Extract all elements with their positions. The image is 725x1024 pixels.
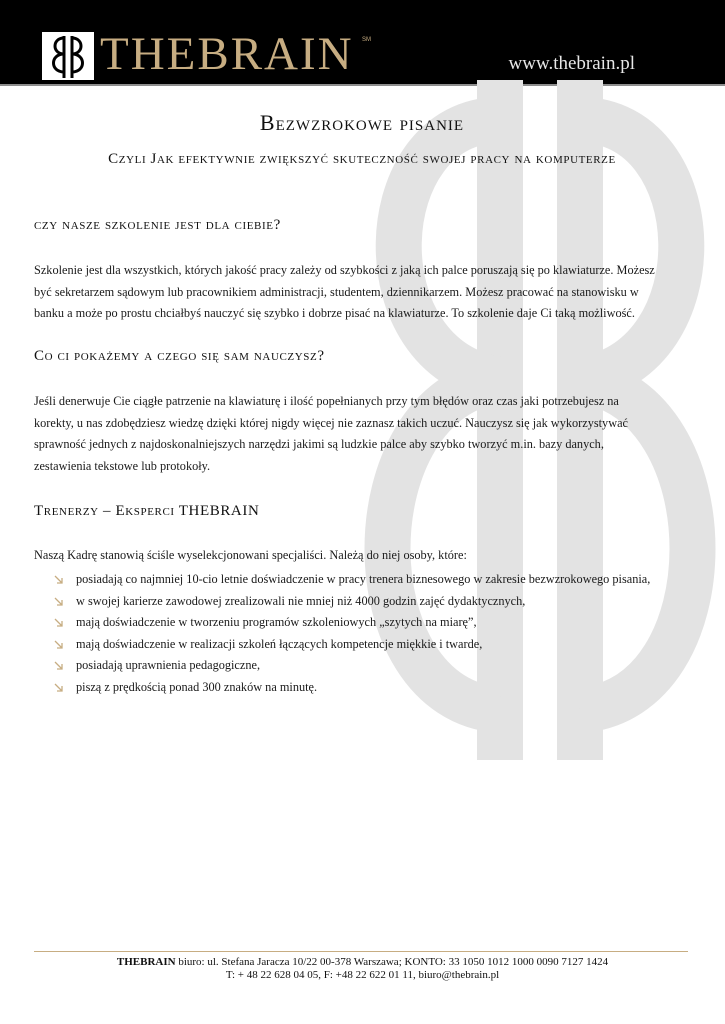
logo-wordmark: THEBRAIN <box>100 28 354 80</box>
footer-address: biuro: ul. Stefana Jaracza 10/22 00-378 Warszawa; KONTO: 33 1050 1012 1000 0090 7127 1424 <box>175 956 609 968</box>
trainers-intro: Naszą Kadrę stanowią ściśle wyselekcjonowani specjaliści. Należą do niej osoby, które: <box>34 548 467 562</box>
section-paragraph-audience <box>34 260 690 325</box>
paragraph-line: sprawność jednych z najdoskonalniejszych narzędzi jakimi są ludzkie palce aby szybko tworzyć m.in. bazy danych, <box>34 437 604 451</box>
paragraph-line: korekty, u nas zdobędziesz wiedzę dzięki której nigdy więcej nie zaznasz takich uczuć. Nauczysz się jak wykorzystywać <box>34 415 628 430</box>
section-heading-audience: czy nasze szkolenie jest dla ciebie? <box>34 217 281 233</box>
list-item: piszą z prędkością ponad 300 znaków na minutę. <box>52 677 650 699</box>
logo-service-mark: SM <box>362 37 371 43</box>
trainers-list <box>52 569 650 698</box>
list-item: posiadają co najmniej 10-cio letnie doświadczenie w pracy trenera biznesowego w zakresie bezwzrokowego pisania, <box>52 569 650 591</box>
thebrain-logo-icon <box>42 32 94 80</box>
footer-address-line <box>0 956 725 969</box>
arrow-down-right-icon <box>54 640 64 650</box>
paragraph-line: zestawienia tekstowe lub protokoły. <box>34 458 211 473</box>
document-subtitle: Czyli Jak efektywnie zwiększyć skuteczność swojej pracy na komputerze <box>108 151 616 167</box>
footer <box>0 956 725 982</box>
arrow-down-right-icon <box>54 683 64 693</box>
arrow-down-right-icon <box>54 661 64 671</box>
list-item: mają doświadczenie w realizacji szkoleń łączących kompetencje miękkie i twarde, <box>52 634 650 656</box>
list-item: w swojej karierze zawodowej zrealizowali nie mniej niż 4000 godzin zajęć dydaktycznych, <box>52 591 650 613</box>
paragraph-line: być sekretarzem sądowym lub pracownikiem administracji, studentem, dziennikarzem. Możesz pracować na stanowisku w <box>34 284 639 299</box>
footer-company: THEBRAIN <box>116 956 176 968</box>
section-paragraph-learning <box>34 391 690 477</box>
paragraph-line: Jeśli denerwuje Cie ciągłe patrzenie na klawiaturę i ilość popełnianych przy tym błędów oraz czas jaki potrzebujesz na <box>34 394 619 408</box>
arrow-down-right-icon <box>54 575 64 585</box>
section-heading-trainers: Trenerzy – Eksperci THEBRAIN <box>34 503 260 519</box>
list-item: posiadają uprawnienia pedagogiczne, <box>52 655 650 677</box>
arrow-down-right-icon <box>54 597 64 607</box>
website-url[interactable]: www.thebrain.pl <box>508 53 635 74</box>
list-item: mają doświadczenie w tworzeniu programów szkoleniowych „szytych na miarę”, <box>52 612 650 634</box>
paragraph-line: banku a może po prostu chciałbyś nauczyć się szybko i dobrze pisać na klawiaturze. To szkolenie daje Ci taką możliwość. <box>34 306 635 320</box>
arrow-down-right-icon <box>54 618 64 628</box>
footer-divider <box>34 951 688 952</box>
paragraph-line: Szkolenie jest dla wszystkich, których jakość pracy zależy od szybkości z jaką ich palce poruszają się po klawiaturze. Możesz <box>34 263 655 277</box>
section-heading-learning: Co ci pokażemy a czego się sam nauczysz? <box>34 348 325 364</box>
footer-contact-line: T: + 48 22 628 04 05, F: +48 22 622 01 11, biuro@thebrain.pl <box>225 969 500 981</box>
document-title: Bezwzrokowe pisanie <box>259 110 465 135</box>
